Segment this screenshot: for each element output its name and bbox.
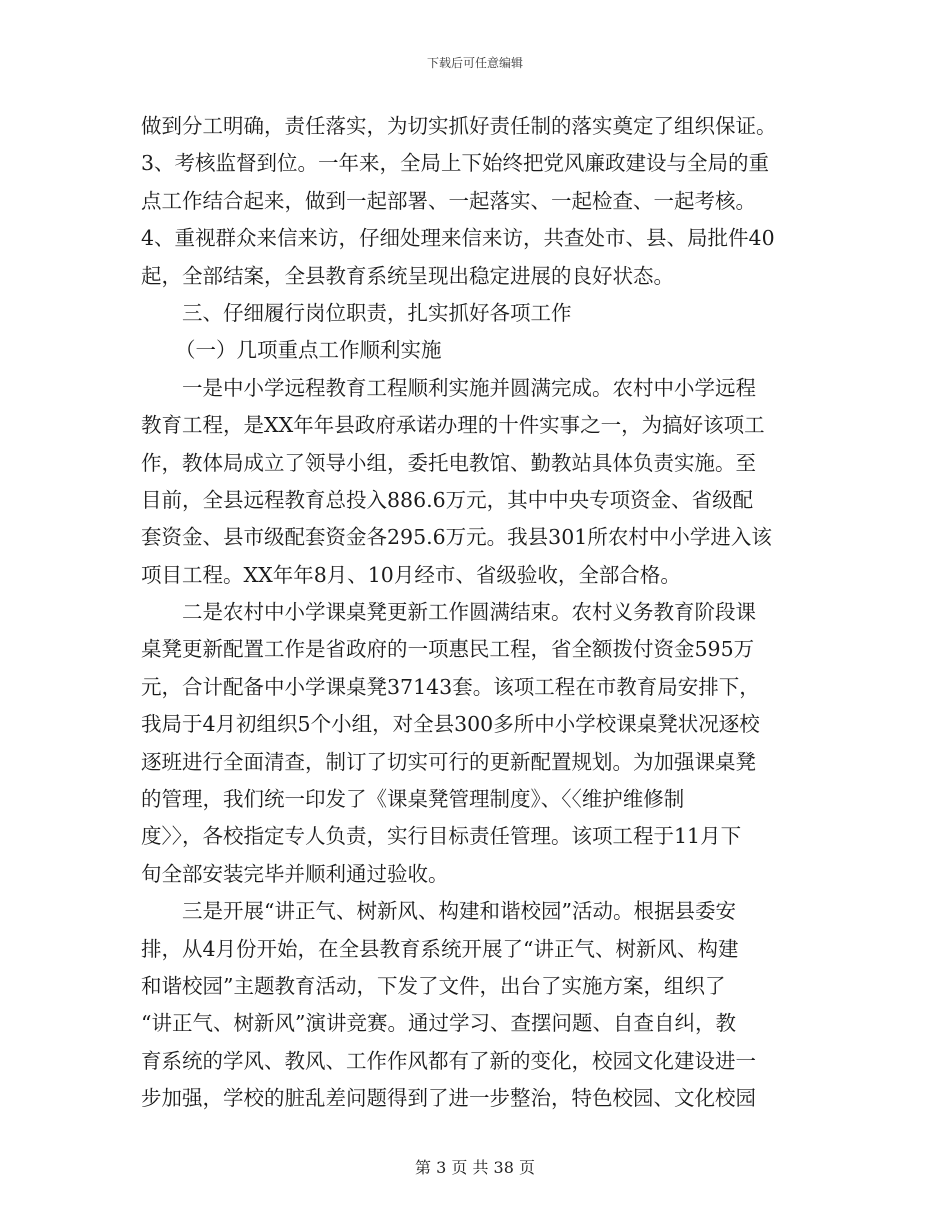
body-line: 育系统的学风、教风、工作作风都有了新的变化，校园文化建设进一: [141, 1048, 756, 1073]
document-body: [141, 108, 809, 1118]
body-line: 桌凳更新配置工作是省政府的一项惠民工程，省全额拨付资金595万: [141, 637, 755, 662]
body-line: 二是农村中小学课桌凳更新工作圆满结束。农村义务教育阶段课: [182, 600, 756, 625]
body-line: 起，全部结案，全县教育系统呈现出稳定进展的良好状态。: [141, 263, 674, 288]
section-heading: 三、仔细履行岗位职责，扎实抓好各项工作: [182, 300, 572, 325]
body-line: 逐班进行全面清查，制订了切实可行的更新配置规划。为加强课桌凳: [141, 749, 756, 774]
body-line: 的管理，我们统一印发了《课桌凳管理制度》、〈〈维护维修制: [141, 787, 685, 812]
body-line: 目前，全县远程教育总投入886.6万元，其中中央专项资金、省级配: [141, 487, 754, 512]
body-line: 和谐校园”主题教育活动，下发了文件，出台了实施方案，组织了: [141, 973, 726, 998]
body-line: 4、重视群众来信来访，仔细处理来信来访，共查处市、县、局批件40: [141, 226, 775, 251]
body-line: 一是中小学远程教育工程顺利实施并圆满完成。农村中小学远程: [182, 375, 756, 400]
body-line: 项目工程。XX年年8月、10月经市、省级验收，全部合格。: [141, 562, 681, 587]
body-line: 作，教体局成立了领导小组，委托电教馆、勤教站具体负责实施。至: [141, 450, 756, 475]
body-line: 三是开展“讲正气、树新风、构建和谐校园”活动。根据县委安: [182, 899, 736, 924]
body-line: 步加强，学校的脏乱差问题得到了进一步整治，特色校园、文化校园: [141, 1086, 756, 1111]
body-line: “讲正气、树新风”演讲竞赛。通过学习、查摆问题、自查自纠，教: [141, 1011, 736, 1036]
page-footer: 第 3 页 共 38 页: [415, 1158, 535, 1177]
body-line: 点工作结合起来，做到一起部署、一起落实、一起检查、一起考核。: [141, 188, 756, 213]
body-line: 排，从4月份开始，在全县教育系统开展了“讲正气、树新风、构建: [141, 936, 739, 961]
body-line: 我局于4月初组织5个小组，对全县300多所中小学校课桌凳状况逐校: [141, 712, 760, 737]
subsection-heading: （一）几项重点工作顺利实施: [175, 338, 442, 363]
body-line: 元，合计配备中小学课桌凳37143套。该项工程在市教育局安排下，: [141, 674, 760, 699]
body-line: 3、考核监督到位。一年来，全局上下始终把党风廉政建设与全局的重: [141, 151, 770, 176]
body-line: 旬全部安装完毕并顺利通过验收。: [141, 861, 449, 886]
body-line: 教育工程，是XX年年县政府承诺办理的十件实事之一，为搞好该项工: [141, 413, 765, 438]
body-line: 套资金、县市级配套资金各295.6万元。我县301所农村中小学进入该: [141, 525, 772, 550]
body-line: 做到分工明确，责任落实，为切实抓好责任制的落实奠定了组织保证。: [141, 114, 777, 138]
page-header: 下载后可任意编辑: [426, 56, 523, 70]
body-line: 度〉〉，各校指定专人负责，实行目标责任管理。该项工程于11月下: [141, 824, 742, 849]
